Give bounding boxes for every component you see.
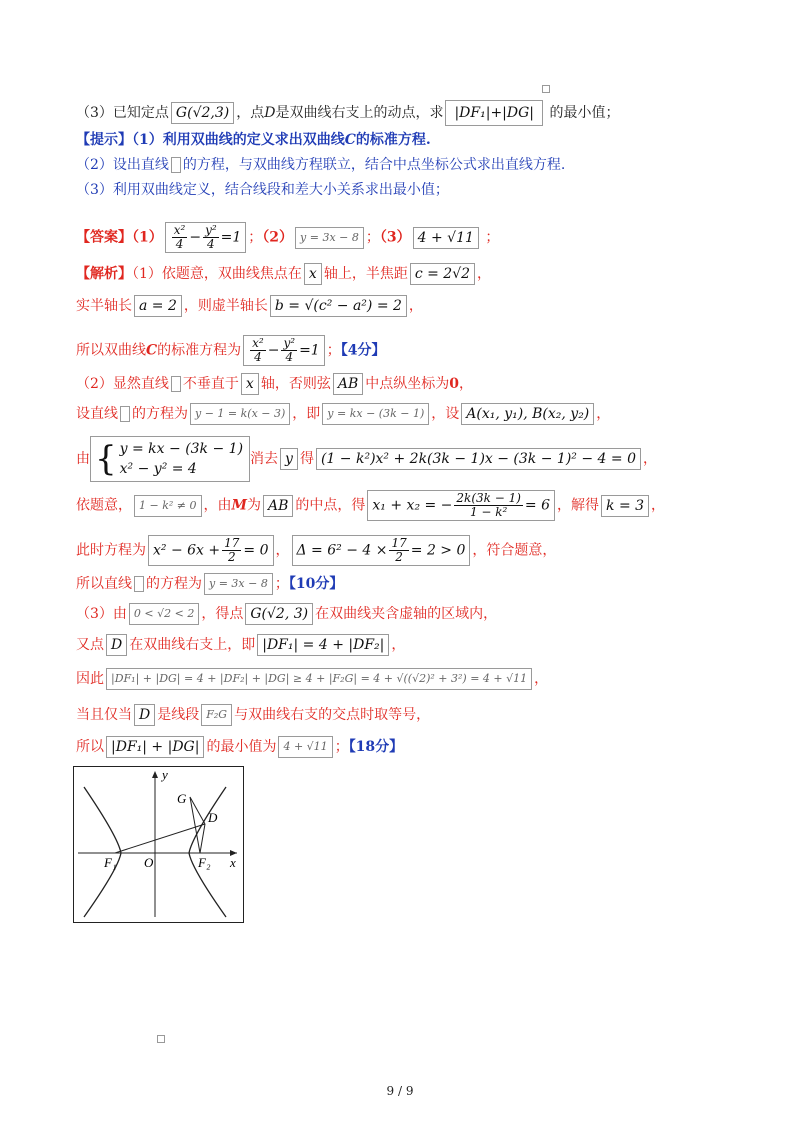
answer-line: 【答案】（1） $\frac{\text{x²}}{4}$ − $\frac{\text{y²}}{4}$ =1 ；（2） y = 3x − 8 ；（3） 4 + √11 ； xyxy=(76,223,500,251)
segment-d-f2 xyxy=(200,824,205,853)
segment-f1-d xyxy=(115,824,205,853)
answer-2-equation: y = 3x − 8 xyxy=(295,227,364,249)
solution-1-line-3: 所以双曲线C的标准方程为 $\frac{\text{x²}}{4}$ − $\frac{\text{y²}}{4}$ =1 ；【4分】 xyxy=(76,336,386,364)
quadratic-equation: x² − 6x + $\frac{17}{2}$ = 0 xyxy=(148,535,274,566)
left-branch xyxy=(84,787,121,917)
midpoint-equation: x₁ + x₂ = − $\frac{2k(3k - 1)}{\text{1 − k²}}$ = 6 xyxy=(367,490,555,521)
hyperbola-diagram xyxy=(74,767,243,922)
equation-system: { y = kx − (3k − 1) x² − y² = 4 xyxy=(90,436,250,482)
blank-line-l xyxy=(120,406,130,422)
solution-2-line-5: 此时方程为 x² − 6x + $\frac{17}{2}$ = 0 ， Δ = 6² − 4 × $\frac{17}{2}$ = 2 > 0 ，符合题意， xyxy=(76,536,557,564)
y-axis-arrow xyxy=(152,771,158,778)
question-3: （3）已知定点 G(√2,3) ，点D是双曲线右支上的动点，求 |DF₁|+|DG| 的最小值； xyxy=(76,100,619,126)
origin-label: O xyxy=(144,855,154,870)
hyperbola-figure xyxy=(73,766,244,923)
hint-line-3: （3）利用双曲线定义，结合线段和差大小关系求出最小值； xyxy=(76,182,449,198)
solution-3-line-3: 因此 |DF₁| + |DG| = 4 + |DF₂| + |DG| ≥ 4 + |F₂G| = 4 + √((√2)² + 3²) = 4 + √11 ， xyxy=(76,668,548,690)
solution-1-line-2: 实半轴长 a = 2 ，则虚半轴长 b = √(c² − a²) = 2 ， xyxy=(76,295,423,317)
point-g: G(√2,3) xyxy=(171,102,234,124)
f2-label: F₂ xyxy=(198,855,211,870)
hint-line-1: 【提示】（1）利用双曲线的定义求出双曲线C的标准方程. xyxy=(76,132,431,148)
y-label: y xyxy=(162,767,168,782)
standard-equation: $\frac{\text{x²}}{4}$ − $\frac{\text{y²}}{4}$ =1 xyxy=(243,335,325,366)
solution-2-line-2: 设直线 的方程为 y − 1 = k(x − 3) ，即 y = kx − (3k − 1) ，设 A(x₁, y₁), B(x₂, y₂) ， xyxy=(76,403,610,425)
solution-3-line-4: 当且仅当 D 是线段 F₂G 与双曲线右支的交点时取等号， xyxy=(76,704,430,726)
answer-1-equation: $\frac{\text{x²}}{4}$ − $\frac{\text{y²}}{4}$ =1 xyxy=(165,222,247,253)
blank-line-l xyxy=(171,157,181,173)
answer-3-value: 4 + √11 xyxy=(413,227,479,249)
g-label: G xyxy=(177,791,187,806)
solution-3-line-2: 又点 D 在双曲线右支上，即 |DF₁| = 4 + |DF₂| ， xyxy=(76,634,405,656)
stray-mark xyxy=(542,85,550,93)
hint-line-2: （2）设出直线 的方程，与双曲线方程联立，结合中点坐标公式求出直线方程. xyxy=(76,157,566,173)
x-label: x xyxy=(230,855,236,870)
solution-2-line-1: （2）显然直线 不垂直于 x 轴，否则弦 AB 中点纵坐标为0， xyxy=(76,373,473,395)
solution-3-line-1: （3）由 0 < √2 < 2 ，得点 G(√2, 3) 在双曲线夹含虚轴的区域内， xyxy=(76,603,497,625)
solution-3-line-5: 所以 |DF₁| + |DG| 的最小值为 4 + √11 ；【18分】 xyxy=(76,736,403,758)
solution-2-line-6: 所以直线 的方程为 y = 3x − 8 ；【10分】 xyxy=(76,573,343,595)
stray-mark xyxy=(157,1035,165,1043)
d-label: D xyxy=(208,810,218,825)
blank-line-l xyxy=(171,376,181,392)
solution-1-line-1: 【解析】（1）依题意，双曲线焦点在 x 轴上，半焦距 c = 2√2 ， xyxy=(76,263,491,285)
page-number: 9 / 9 xyxy=(386,1084,414,1098)
blank-line-l xyxy=(134,576,144,592)
discriminant: Δ = 6² − 4 × $\frac{17}{2}$ = 2 > 0 xyxy=(292,535,471,566)
right-branch xyxy=(189,787,226,917)
f1-label: F₁ xyxy=(104,855,117,870)
distance-expression: |DF₁|+|DG| xyxy=(445,100,543,126)
solution-2-line-3: 由 { y = kx − (3k − 1) x² − y² = 4消去 y 得 (1 − k²)x² + 2k(3k − 1)x − (3k − 1)² − 4 = 0 ， xyxy=(76,436,657,482)
solution-2-line-4: 依题意， 1 − k² ≠ 0 ，由M为 AB 的中点，得 x₁ + x₂ = − $\frac{2k(3k - 1)}{\text{1 − k²}}$ = 6 ，解得 k = 3 ， xyxy=(76,491,666,519)
